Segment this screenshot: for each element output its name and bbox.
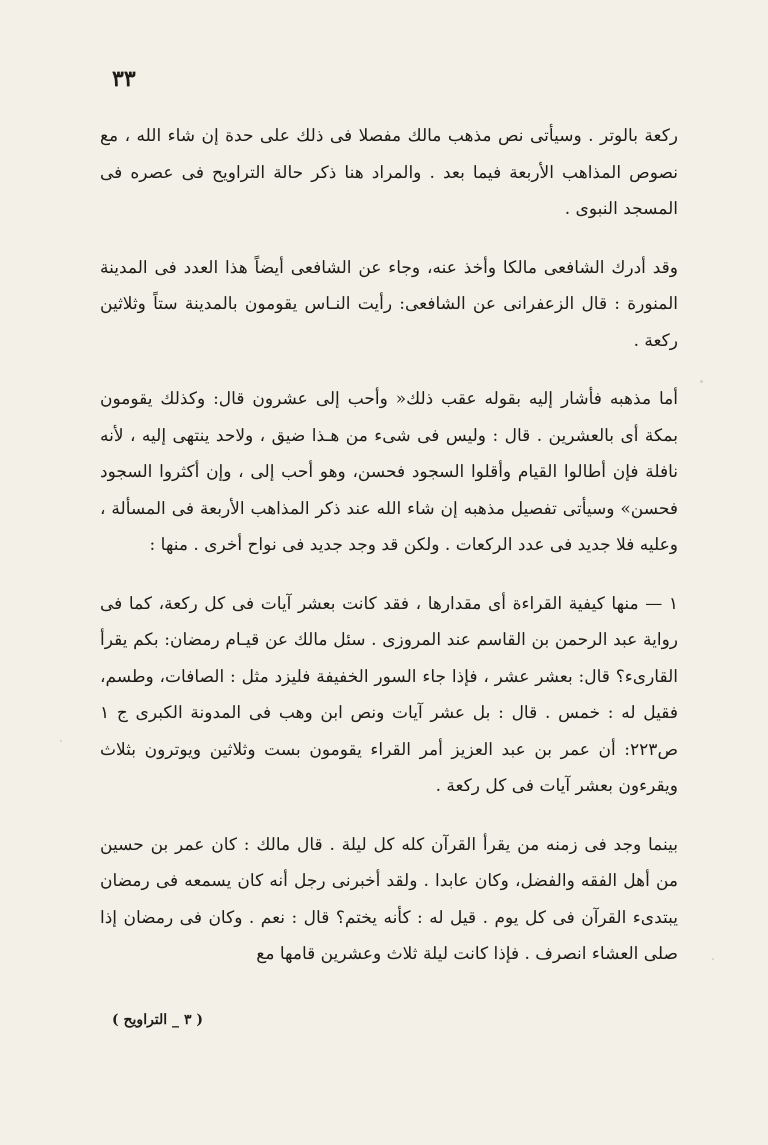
body-text [100,118,678,973]
paragraph: ركعة بالوتر . وسيأتى نص مذهب مالك مفصلا فى ذلك على حدة إن شاء الله ، مع نصوص المذاهب الأربعة فيما بعد . والمراد هنا ذكر حالة التراويح فى عصره فى المسجد النبوى . [100,126,678,219]
page-number: ٣٣ [112,66,136,92]
paper-speck [712,958,714,960]
paragraph: ١ — منها كيفية القراءة أى مقدارها ، فقد كانت بعشر آيات فى كل ركعة، كما فى رواية عبد الرحمن بن القاسم عند المروزى . سئل مالك عن قيـام رمضان: بكم يقرأ القارىء؟ قال: بعشر عشر ، فإذا جاء السور الخفيفة فليزد مثل : الصافات، وطسم، فقيل له : خمس . قال : بل عشر آيات ونص ابن وهب فى المدونة الكبرى ج ١ ص٢٢٣: أن عمر بن عبد العزيز أمر القراء يقومون بست وثلاثين ويوترون بثلاث ويقرءون بعشر آيات فى كل ركعة . [100,593,678,796]
paragraph: بينما وجد فى زمنه من يقرأ القرآن كله كل ليلة . قال مالك : كان عمر بن حسين من أهل الفقه والفضل، وكان عابدا . ولقد أخبرنى رجل أنه كان يسمعه فى رمضان يبتدىء القرآن فى كل يوم . قيل له : كأنه يختم؟ قال : نعم . وكان فى رمضان إذا صلى العشاء انصرف . فإذا كانت ليلة ثلاث وعشرين قامها مع [100,834,678,964]
paragraph: وقد أدرك الشافعى مالكا وأخذ عنه، وجاء عن الشافعى أيضاً هذا العدد فى المدينة المنورة : قال الزعفرانى عن الشافعى: رأيت النـاس يقومون بالمدينة ستاً وثلاثين ركعة . [100,257,678,351]
paragraph: أما مذهبه فأشار إليه بقوله عقب ذلك« وأحب إلى عشرون قال: وكذلك يقومون بمكة أى بالعشرين . قال : وليس فى شىء من هـذا ضيق ، ولاحد ينتهى إليه ، لأنه نافلة فإن أطالوا القيام وأقلوا السجود فحسن، وهو أحب إلى ، وإن أكثروا السجود فحسن» وسيأتى تفصيل مذهبه إن شاء الله عند ذكر المذاهب الأربعة فى المسألة ، وعليه فلا جديد فى عدد الركعات . ولكن قد وجد جديد فى نواح أخرى . منها : [100,389,678,555]
paper-speck [60,740,62,742]
paper-speck [700,380,703,383]
signature-mark: ( ٣ _ التراويح ) [112,1012,203,1028]
